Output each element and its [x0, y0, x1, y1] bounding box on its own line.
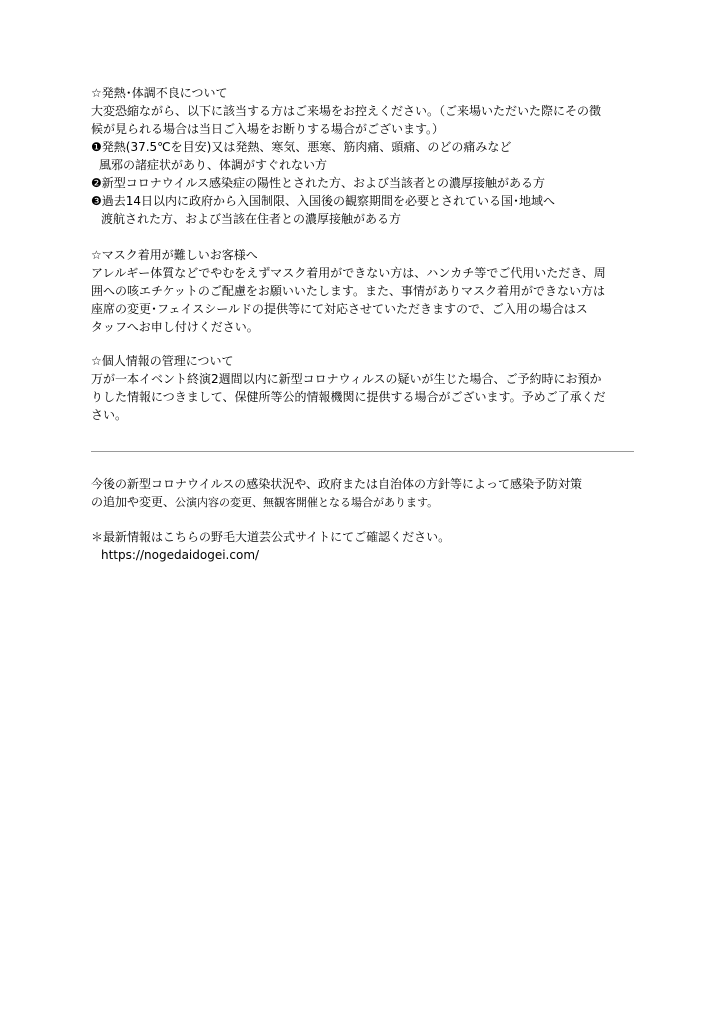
fever-section — [91, 84, 651, 228]
privacy-line-1: 万が一本イベント終演2週間以内に新型コロナウィルスの疑いが生じた場合、ご予約時にお預か — [91, 372, 602, 386]
fever-item-1-line-1: ❶発熱(37.5℃を目安)又は発熱、寒気、悪寒、筋肉痛、頭痛、のどの痛みなど — [91, 140, 512, 154]
privacy-heading: ☆個人情報の管理について — [91, 354, 234, 368]
notice-section — [91, 475, 651, 512]
fever-item-3-line-1: ❸過去14日以内に政府から入国制限、入国後の観察期間を必要とされている国･地域へ — [91, 194, 556, 208]
fever-item-2: ❷新型コロナウイルス感染症の陽性とされた方、および当該者との濃厚接触がある方 — [91, 176, 546, 190]
fever-heading: ☆発熱･体調不良について — [91, 86, 228, 100]
mask-line-4: タッフへお申し付けください。 — [91, 320, 259, 334]
fever-item-1-line-2: 風邪の諸症状があり、体調がすぐれない方 — [99, 158, 328, 172]
fever-intro-line-2: 候が見られる場合は当日ご入場をお断りする場合がございます。） — [91, 122, 445, 136]
mask-heading: ☆マスク着用が難しいお客様へ — [91, 248, 258, 262]
notice-line-2 — [91, 493, 651, 512]
official-site-url[interactable]: https://nogedaidogei.com/ — [101, 548, 260, 562]
latest-info-section — [91, 528, 651, 564]
section-divider — [91, 451, 634, 452]
notice-line-2-part-a: の追加や変更、 — [91, 495, 176, 509]
latest-info-line: ＊最新情報はこちらの野毛大道芸公式サイトにてご確認ください。 — [91, 530, 451, 544]
mask-section — [91, 246, 651, 336]
fever-item-3-line-2: 渡航された方、および当該在住者との濃厚接触がある方 — [101, 212, 402, 226]
privacy-section — [91, 352, 651, 424]
privacy-line-3: さい。 — [91, 408, 128, 422]
notice-line-2-part-b: 公演内容の変更、無観客開催となる場合があります。 — [175, 496, 439, 509]
privacy-line-2: りした情報につきまして、保健所等公的情報機関に提供する場合がございます。予めご了承くだ — [91, 390, 606, 404]
notice-line-1: 今後の新型コロナウイルスの感染状況や、政府または自治体の方針等によって感染予防対策 — [91, 477, 583, 491]
fever-intro-line-1: 大変恐縮ながら、以下に該当する方はご来場をお控えください。（ご来場いただいた際にその徴 — [91, 104, 602, 118]
mask-line-2: 囲への咳エチケットのご配慮をお願いいたします。また、事情がありマスク着用ができない方は — [91, 284, 605, 298]
mask-line-3: 座席の変更･フェイスシールドの提供等にて対応させていただきますので、ご入用の場合はス — [91, 302, 588, 316]
mask-line-1: アレルギー体質などでやむをえずマスク着用ができない方は、ハンカチ等でご代用いただき、周 — [91, 266, 606, 280]
